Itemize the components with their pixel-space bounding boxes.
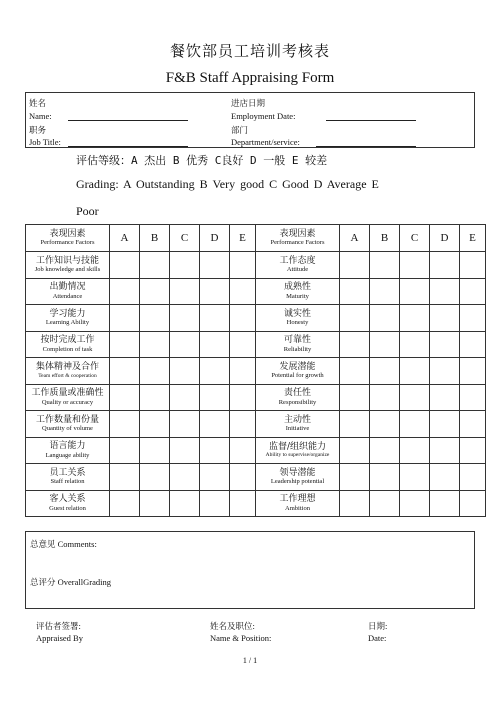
grade-cell-right-6-b[interactable] [370, 411, 400, 438]
grade-cell-right-4-a[interactable] [340, 358, 370, 385]
factor-right-4 [256, 358, 340, 385]
factor-right-3-cn: 可靠性 [283, 335, 311, 346]
grade-cell-right-8-d[interactable] [430, 464, 460, 491]
grade-cell-left-2-d[interactable] [200, 305, 230, 332]
grade-cell-right-5-c[interactable] [400, 384, 430, 411]
factor-left-8-cn: 员工关系 [49, 467, 86, 478]
grade-cell-right-2-a[interactable] [340, 305, 370, 332]
grade-cell-left-5-d[interactable] [200, 384, 230, 411]
grade-cell-left-2-c[interactable] [170, 305, 200, 332]
grade-cell-right-8-e[interactable] [460, 464, 486, 491]
header-factors-left-cn: 表现因素 [49, 229, 86, 240]
name-label-cn: 姓名 [29, 98, 47, 108]
grade-header-left-c: C [170, 225, 200, 252]
grade-cell-right-1-b[interactable] [370, 278, 400, 305]
factor-right-0-en: Attitude [286, 266, 309, 274]
factor-left-1-en: Attendance [52, 292, 83, 300]
factor-right-8 [256, 464, 340, 491]
appraiser-label-cn: 评估者签署: [36, 621, 81, 631]
grade-cell-right-2-b[interactable] [370, 305, 400, 332]
grade-cell-right-8-c[interactable] [400, 464, 430, 491]
grade-cell-right-5-b[interactable] [370, 384, 400, 411]
grade-cell-left-2-a[interactable] [110, 305, 140, 332]
grade-cell-right-9-e[interactable] [460, 490, 486, 517]
factor-left-8-en: Staff relation [50, 478, 85, 486]
grade-cell-left-8-d[interactable] [200, 464, 230, 491]
header-factors-left [26, 225, 110, 252]
factor-right-7-cn: 监督/组织能力 [268, 441, 327, 452]
grade-cell-left-6-a[interactable] [110, 411, 140, 438]
grade-cell-right-1-d[interactable] [430, 278, 460, 305]
factor-right-6-cn: 主动性 [283, 414, 311, 425]
comments-label: 总意见 Comments: [30, 539, 97, 549]
name-position-label-en: Name & Position: [210, 633, 272, 643]
factor-right-9 [256, 490, 340, 517]
factor-right-5-cn: 责任性 [283, 388, 311, 399]
grade-cell-right-9-d[interactable] [430, 490, 460, 517]
date-label-cn: 日期: [368, 621, 388, 631]
factor-right-7 [256, 437, 340, 464]
table-row [26, 252, 486, 279]
factor-left-0-en: Job knowledge and skills [34, 266, 101, 274]
factor-right-0-cn: 工作态度 [279, 255, 316, 266]
grade-cell-left-9-b[interactable] [140, 490, 170, 517]
grade-cell-right-4-b[interactable] [370, 358, 400, 385]
table-row [26, 305, 486, 332]
factor-right-6 [256, 411, 340, 438]
factor-right-3 [256, 331, 340, 358]
grade-cell-left-1-e[interactable] [230, 278, 256, 305]
factor-right-2-en: Honesty [286, 319, 309, 327]
grade-cell-right-5-a[interactable] [340, 384, 370, 411]
factor-right-3-en: Reliability [283, 345, 312, 353]
factor-left-3 [26, 331, 110, 358]
factor-right-2 [256, 305, 340, 332]
appraiser-label-en: Appraised By [36, 633, 83, 643]
grade-cell-right-0-c[interactable] [400, 252, 430, 279]
factor-right-1-cn: 成熟性 [283, 282, 311, 293]
grade-cell-right-0-d[interactable] [430, 252, 460, 279]
factor-left-2 [26, 305, 110, 332]
grade-cell-left-9-d[interactable] [200, 490, 230, 517]
department-label-cn: 部门 [231, 125, 249, 135]
grade-cell-right-9-a[interactable] [340, 490, 370, 517]
grade-cell-left-6-b[interactable] [140, 411, 170, 438]
grade-header-right-a: A [340, 225, 370, 252]
grade-cell-left-8-b[interactable] [140, 464, 170, 491]
table-row [26, 464, 486, 491]
grade-cell-left-9-e[interactable] [230, 490, 256, 517]
table-row [26, 384, 486, 411]
factor-right-2-cn: 诚实性 [283, 308, 311, 319]
factor-left-1-cn: 出勤情况 [49, 282, 86, 293]
factor-right-1-en: Maturity [286, 292, 309, 300]
factor-left-4 [26, 358, 110, 385]
grade-cell-right-0-a[interactable] [340, 252, 370, 279]
factor-left-5-cn: 工作质量或准确性 [31, 388, 104, 399]
grade-cell-left-4-b[interactable] [140, 358, 170, 385]
factor-left-9-cn: 客人关系 [49, 494, 86, 505]
grade-cell-left-6-e[interactable] [230, 411, 256, 438]
factor-left-7-cn: 语言能力 [49, 441, 86, 452]
factor-left-0 [26, 252, 110, 279]
factor-left-5 [26, 384, 110, 411]
grade-cell-right-0-b[interactable] [370, 252, 400, 279]
factor-left-2-cn: 学习能力 [49, 308, 86, 319]
grade-cell-right-6-c[interactable] [400, 411, 430, 438]
factor-left-0-cn: 工作知识与技能 [35, 255, 99, 266]
grading-scale-en-cont: Poor [76, 204, 99, 218]
grade-cell-left-0-e[interactable] [230, 252, 256, 279]
factor-right-0 [256, 252, 340, 279]
job-title-label-cn: 职务 [29, 125, 47, 135]
grade-header-left-d: D [200, 225, 230, 252]
grade-cell-right-7-a[interactable] [340, 437, 370, 464]
department-label-en: Department/service: [231, 137, 300, 147]
grade-cell-left-3-e[interactable] [230, 331, 256, 358]
factor-right-1 [256, 278, 340, 305]
factor-left-3-cn: 按时完成工作 [40, 335, 95, 346]
factor-right-5-en: Responsibility [278, 398, 317, 406]
header-factors-right-en: Performance Factors [270, 239, 325, 247]
grade-cell-right-2-c[interactable] [400, 305, 430, 332]
factor-right-8-cn: 领导潜能 [279, 467, 316, 478]
grade-cell-right-3-d[interactable] [430, 331, 460, 358]
employee-info-box [25, 92, 475, 148]
grade-cell-right-0-e[interactable] [460, 252, 486, 279]
grade-cell-right-7-b[interactable] [370, 437, 400, 464]
grade-cell-right-2-e[interactable] [460, 305, 486, 332]
factor-right-9-cn: 工作理想 [279, 494, 316, 505]
grade-cell-right-5-e[interactable] [460, 384, 486, 411]
grade-cell-left-2-b[interactable] [140, 305, 170, 332]
grade-cell-right-9-c[interactable] [400, 490, 430, 517]
grade-cell-left-9-c[interactable] [170, 490, 200, 517]
grade-cell-left-9-a[interactable] [110, 490, 140, 517]
grade-cell-right-4-e[interactable] [460, 358, 486, 385]
header-factors-right [256, 225, 340, 252]
factor-right-9-en: Ambition [285, 504, 310, 512]
factor-left-4-en: Team effort & cooperation [38, 372, 97, 379]
grade-header-right-c: C [400, 225, 430, 252]
factor-left-6-cn: 工作数量和份量 [35, 414, 99, 425]
grade-cell-right-8-b[interactable] [370, 464, 400, 491]
grade-cell-right-2-d[interactable] [430, 305, 460, 332]
grade-cell-left-4-a[interactable] [110, 358, 140, 385]
grade-cell-left-7-a[interactable] [110, 437, 140, 464]
employment-date-label-cn: 进店日期 [231, 98, 266, 108]
date-label-en: Date: [368, 633, 387, 643]
name-label-en: Name: [29, 111, 52, 121]
factor-left-8 [26, 464, 110, 491]
grade-cell-right-3-e[interactable] [460, 331, 486, 358]
grade-cell-left-5-a[interactable] [110, 384, 140, 411]
factor-left-1 [26, 278, 110, 305]
header-factors-right-cn: 表现因素 [279, 229, 316, 240]
grade-cell-left-5-e[interactable] [230, 384, 256, 411]
job-title-field[interactable] [68, 146, 188, 147]
department-field[interactable] [316, 146, 416, 147]
grade-cell-left-6-c[interactable] [170, 411, 200, 438]
grade-cell-left-7-c[interactable] [170, 437, 200, 464]
factor-left-5-en: Quality or accuracy [41, 398, 94, 406]
grade-cell-left-0-b[interactable] [140, 252, 170, 279]
grade-header-right-d: D [430, 225, 460, 252]
factor-left-4-cn: 集体精神及合作 [35, 362, 99, 373]
form-title-chinese: 餐饮部员工培训考核表 [169, 42, 330, 60]
form-title-english: F&B Staff Appraising Form [165, 70, 335, 86]
grade-header-right-b: B [370, 225, 400, 252]
grade-cell-left-3-d[interactable] [200, 331, 230, 358]
grade-cell-left-8-c[interactable] [170, 464, 200, 491]
table-row [26, 358, 486, 385]
grade-cell-right-6-d[interactable] [430, 411, 460, 438]
grade-cell-left-0-c[interactable] [170, 252, 200, 279]
grade-cell-right-1-a[interactable] [340, 278, 370, 305]
grade-cell-right-6-e[interactable] [460, 411, 486, 438]
grade-cell-right-5-d[interactable] [430, 384, 460, 411]
grade-cell-left-7-b[interactable] [140, 437, 170, 464]
grade-header-left-b: B [140, 225, 170, 252]
grade-cell-right-9-b[interactable] [370, 490, 400, 517]
header-factors-left-en: Performance Factors [40, 239, 95, 247]
job-title-label-en: Job Title: [29, 137, 61, 147]
grade-cell-left-3-a[interactable] [110, 331, 140, 358]
name-field[interactable] [68, 120, 188, 121]
grade-header-left-a: A [110, 225, 140, 252]
grade-cell-right-8-a[interactable] [340, 464, 370, 491]
grade-cell-right-7-c[interactable] [400, 437, 430, 464]
grade-cell-right-4-d[interactable] [430, 358, 460, 385]
grade-cell-left-1-a[interactable] [110, 278, 140, 305]
grade-header-left-e: E [230, 225, 256, 252]
employment-date-field[interactable] [326, 120, 416, 121]
factor-left-9-en: Guest relation [49, 504, 86, 512]
grading-scale-en: Grading: A Outstanding B Very good C Good D Average E [76, 177, 379, 191]
factor-right-7-en: Ability to supervise/organize [265, 452, 330, 459]
factor-right-8-en: Leadership potential [270, 478, 325, 486]
grade-cell-left-6-d[interactable] [200, 411, 230, 438]
grade-cell-left-1-d[interactable] [200, 278, 230, 305]
grading-scale-cn: 评估等级：A 杰出 B 优秀 C良好 D 一般 E 较差 [76, 154, 328, 167]
table-row [26, 437, 486, 464]
grade-cell-right-4-c[interactable] [400, 358, 430, 385]
table-row [26, 411, 486, 438]
factor-right-4-en: Potential for growth [271, 372, 324, 380]
factor-left-2-en: Learning Ability [45, 319, 90, 327]
table-row [26, 331, 486, 358]
grade-cell-left-0-d[interactable] [200, 252, 230, 279]
grade-cell-right-3-a[interactable] [340, 331, 370, 358]
factor-right-6-en: Initiative [285, 425, 310, 433]
grade-cell-right-1-e[interactable] [460, 278, 486, 305]
name-position-label-cn: 姓名及职位: [210, 621, 255, 631]
page-number: 1 / 1 [242, 656, 258, 665]
grade-cell-right-6-a[interactable] [340, 411, 370, 438]
grade-cell-left-4-c[interactable] [170, 358, 200, 385]
grade-cell-right-3-c[interactable] [400, 331, 430, 358]
comments-box[interactable] [25, 531, 475, 609]
factor-left-6-en: Quantity of volume [42, 425, 93, 433]
grade-cell-left-8-e[interactable] [230, 464, 256, 491]
factor-right-5 [256, 384, 340, 411]
grade-cell-left-3-c[interactable] [170, 331, 200, 358]
factor-left-9 [26, 490, 110, 517]
grade-cell-left-2-e[interactable] [230, 305, 256, 332]
grade-cell-left-1-c[interactable] [170, 278, 200, 305]
grade-cell-left-3-b[interactable] [140, 331, 170, 358]
grade-cell-left-1-b[interactable] [140, 278, 170, 305]
table-row [26, 490, 486, 517]
grade-cell-left-4-d[interactable] [200, 358, 230, 385]
grade-cell-right-7-e[interactable] [460, 437, 486, 464]
grade-cell-left-5-b[interactable] [140, 384, 170, 411]
table-row [26, 278, 486, 305]
factor-right-4-cn: 发展潜能 [279, 361, 316, 372]
grade-cell-left-4-e[interactable] [230, 358, 256, 385]
table-header-row [26, 225, 486, 252]
grade-cell-right-1-c[interactable] [400, 278, 430, 305]
grade-cell-right-3-b[interactable] [370, 331, 400, 358]
employment-date-label-en: Employment Date: [231, 111, 296, 121]
factor-left-7-en: Language ability [45, 451, 90, 459]
performance-table [25, 224, 486, 517]
grade-cell-right-7-d[interactable] [430, 437, 460, 464]
grade-cell-left-5-c[interactable] [170, 384, 200, 411]
grade-cell-left-7-d[interactable] [200, 437, 230, 464]
grade-cell-left-8-a[interactable] [110, 464, 140, 491]
factor-left-6 [26, 411, 110, 438]
grade-cell-left-0-a[interactable] [110, 252, 140, 279]
factor-left-3-en: Completion of task [42, 345, 93, 353]
factor-left-7 [26, 437, 110, 464]
grade-header-right-e: E [460, 225, 486, 252]
overall-grading-label: 总评分 OverallGrading [30, 577, 111, 587]
grade-cell-left-7-e[interactable] [230, 437, 256, 464]
